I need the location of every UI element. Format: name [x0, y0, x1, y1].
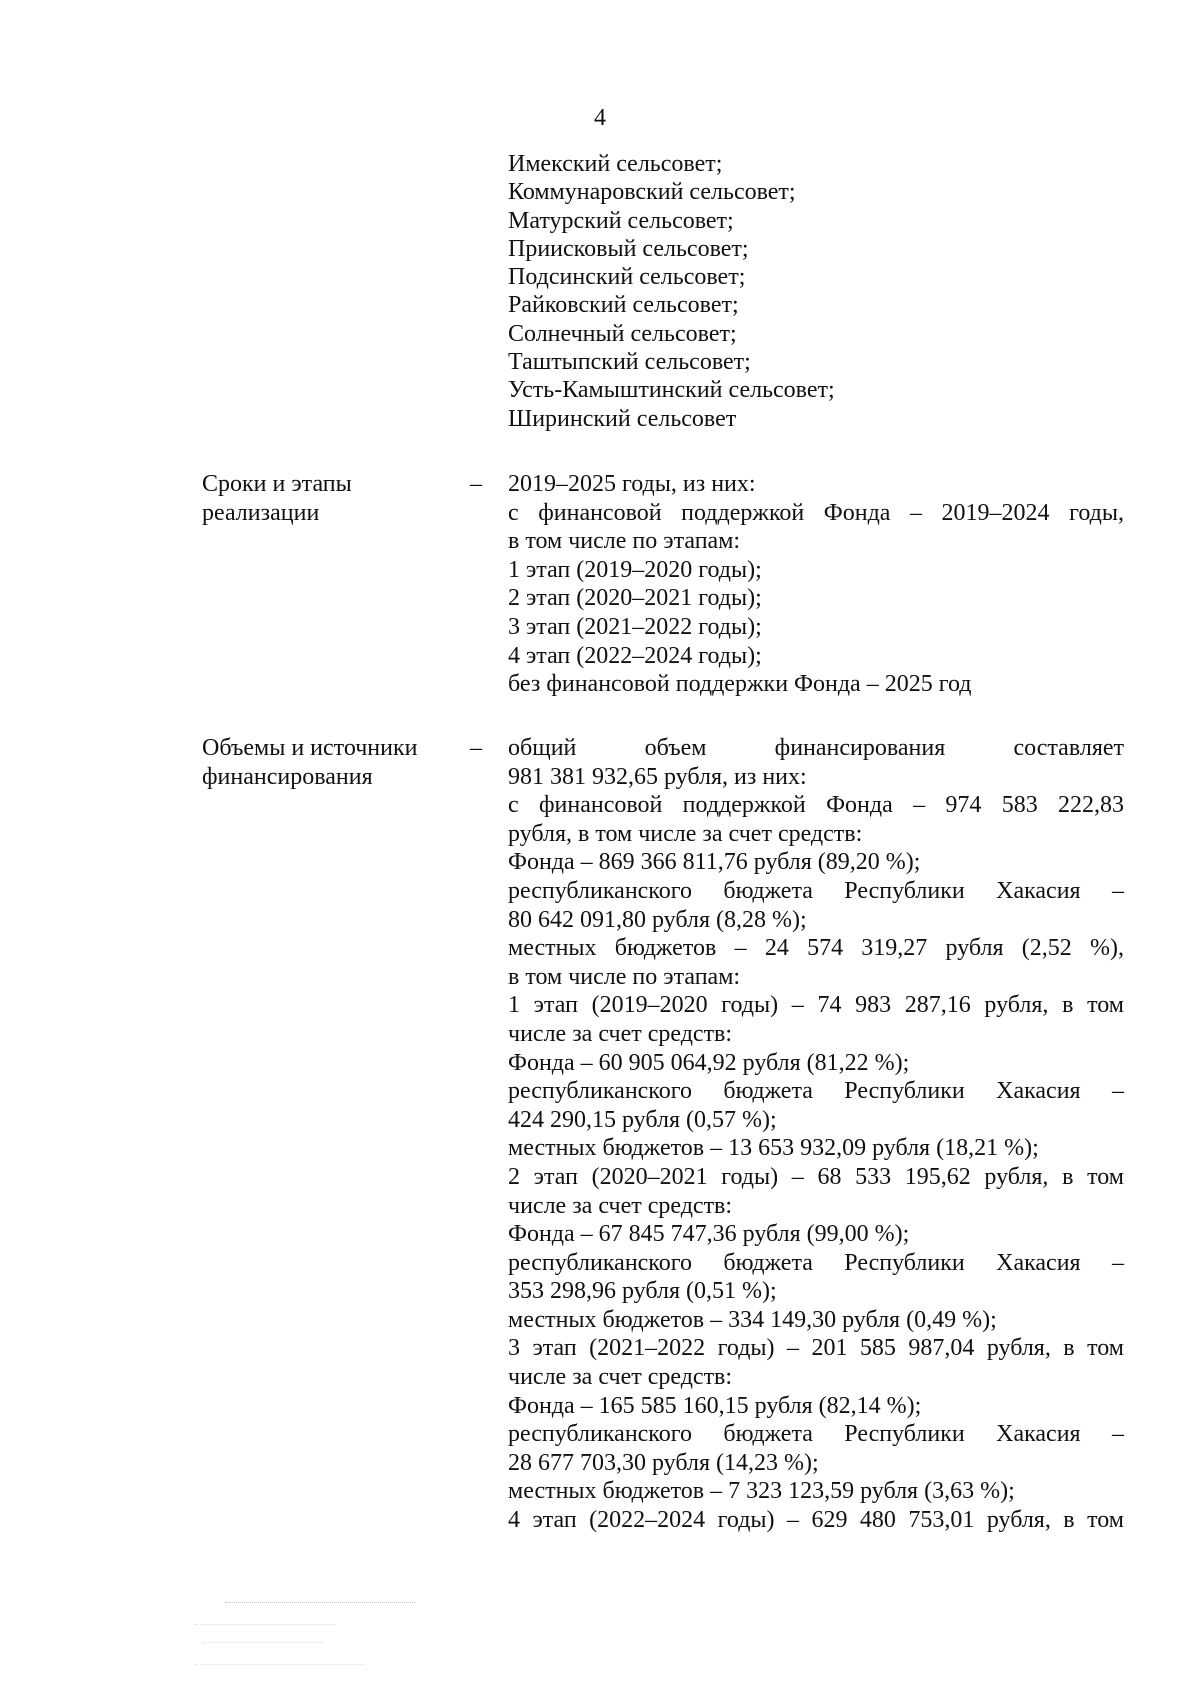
- funding-text-line: Фонда – 869 366 811,76 рубля (89,20 %);: [508, 849, 921, 876]
- funding-label: [202, 734, 452, 791]
- terms-text-line: с финансовой поддержкой Фонда – 2019–2024 годы,: [508, 499, 1124, 526]
- council-item: Матурский сельсовет;: [508, 207, 734, 234]
- funding-text-line: рубля, в том числе за счет средств:: [508, 820, 863, 847]
- funding-dash: –: [470, 735, 482, 761]
- funding-text-line: местных бюджетов – 13 653 932,09 рубля (18,21 %);: [508, 1135, 1039, 1162]
- funding-text-line: 4 этап (2022–2024 годы) – 629 480 753,01 рубля, в том: [508, 1507, 1124, 1534]
- funding-text-line: с финансовой поддержкой Фонда – 974 583 222,83: [508, 792, 1124, 819]
- terms-text-line: 2019–2025 годы, из них:: [508, 471, 756, 497]
- funding-text-line: 28 677 703,30 рубля (14,23 %);: [508, 1449, 819, 1476]
- funding-text-line: местных бюджетов – 7 323 123,59 рубля (3,63 %);: [508, 1478, 1015, 1505]
- terms-text-line: 4 этап (2022–2024 годы);: [508, 642, 762, 669]
- funding-text-line: местных бюджетов – 334 149,30 рубля (0,49 %);: [508, 1306, 997, 1333]
- funding-text-line: 424 290,15 рубля (0,57 %);: [508, 1106, 777, 1133]
- funding-text-line: общий объем финансирования составляет: [508, 735, 1124, 761]
- funding-text-line: республиканского бюджета Республики Хакасия –: [508, 1249, 1124, 1276]
- council-item: Райковский сельсовет;: [508, 292, 739, 319]
- funding-text-line: Фонда – 60 905 064,92 рубля (81,22 %);: [508, 1049, 910, 1076]
- funding-content: [508, 734, 1124, 1535]
- terms-label: [202, 470, 452, 527]
- council-list: [508, 150, 1128, 433]
- terms-text-line: без финансовой поддержки Фонда – 2025 год: [508, 671, 972, 698]
- terms-dash: –: [470, 471, 482, 497]
- council-item: Ширинский сельсовет: [508, 405, 737, 432]
- funding-text-line: в том числе по этапам:: [508, 963, 741, 990]
- funding-text-line: Фонда – 165 585 160,15 рубля (82,14 %);: [508, 1392, 922, 1419]
- funding-text-line: местных бюджетов – 24 574 319,27 рубля (2,52 %),: [508, 935, 1124, 962]
- scan-artifact: [195, 1602, 425, 1682]
- funding-text-line: 2 этап (2020–2021 годы) – 68 533 195,62 рубля, в том: [508, 1163, 1124, 1190]
- funding-text-line: 1 этап (2019–2020 годы) – 74 983 287,16 рубля, в том: [508, 992, 1124, 1019]
- page-number: 4: [594, 105, 606, 131]
- council-item: Имекский сельсовет;: [508, 151, 723, 177]
- funding-text-line: 981 381 932,65 рубля, из них:: [508, 763, 807, 790]
- council-item: Подсинский сельсовет;: [508, 264, 746, 291]
- funding-text-line: республиканского бюджета Республики Хакасия –: [508, 1078, 1124, 1105]
- terms-text-line: 1 этап (2019–2020 годы);: [508, 556, 762, 583]
- funding-label-line: Объемы и источники: [202, 735, 418, 761]
- funding-text-line: Фонда – 67 845 747,36 рубля (99,00 %);: [508, 1221, 910, 1248]
- terms-text-line: в том числе по этапам:: [508, 528, 741, 555]
- council-item: Таштыпский сельсовет;: [508, 349, 751, 376]
- terms-text-line: 2 этап (2020–2021 годы);: [508, 585, 762, 612]
- council-item: Коммунаровский сельсовет;: [508, 179, 796, 206]
- funding-text-line: 353 298,96 рубля (0,51 %);: [508, 1278, 777, 1305]
- terms-content: [508, 470, 1124, 699]
- funding-text-line: республиканского бюджета Республики Хакасия –: [508, 877, 1124, 904]
- funding-text-line: 80 642 091,80 рубля (8,28 %);: [508, 906, 807, 933]
- council-item: Приисковый сельсовет;: [508, 235, 749, 262]
- funding-text-line: числе за счет средств:: [508, 1192, 733, 1219]
- funding-text-line: числе за счет средств:: [508, 1364, 733, 1391]
- terms-label-line: реализации: [202, 499, 320, 526]
- funding-text-line: 3 этап (2021–2022 годы) – 201 585 987,04 рубля, в том: [508, 1335, 1124, 1362]
- funding-text-line: республиканского бюджета Республики Хакасия –: [508, 1421, 1124, 1448]
- council-item: Усть-Камыштинский сельсовет;: [508, 377, 835, 404]
- funding-label-line: финансирования: [202, 763, 373, 790]
- terms-label-line: Сроки и этапы: [202, 471, 352, 497]
- terms-text-line: 3 этап (2021–2022 годы);: [508, 613, 762, 640]
- funding-text-line: числе за счет средств:: [508, 1020, 733, 1047]
- council-item: Солнечный сельсовет;: [508, 320, 737, 347]
